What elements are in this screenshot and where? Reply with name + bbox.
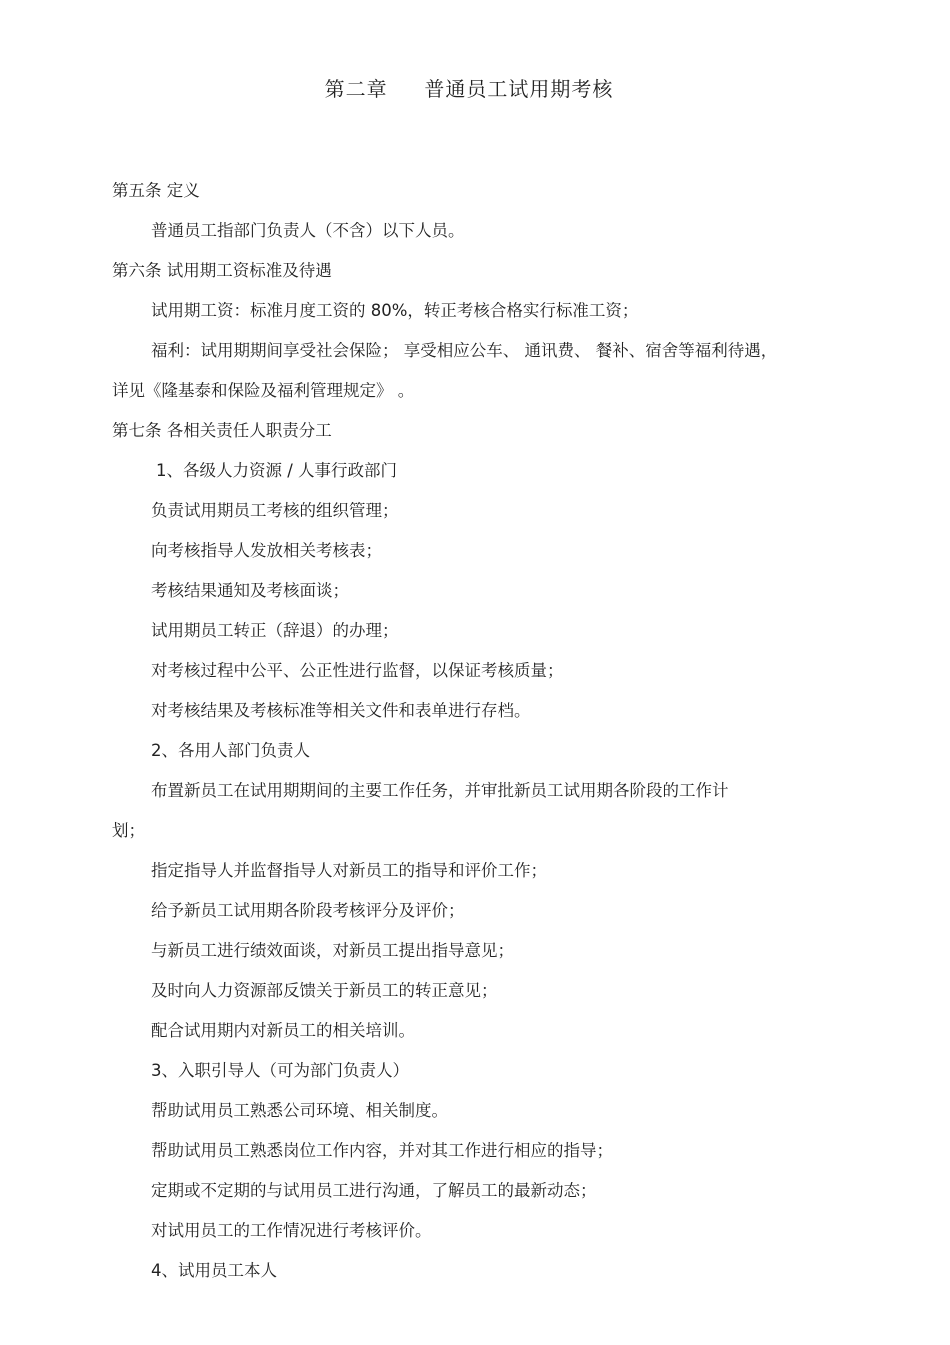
paragraph: 试用期工资：标准月度工资的 80%，转正考核合格实行标准工资；: [151, 301, 639, 320]
list-item: 向考核指导人发放相关考核表；: [151, 541, 382, 560]
section-heading: 2、各用人部门负责人: [151, 741, 310, 760]
list-item: 指定指导人并监督指导人对新员工的指导和评价工作；: [151, 861, 547, 880]
article-7-heading: 第七条 各相关责任人职责分工: [112, 421, 332, 440]
chapter-title: 第二章 普通员工试用期考核: [324, 77, 614, 101]
section-heading: 3、入职引导人（可为部门负责人）: [151, 1061, 409, 1080]
list-item: 定期或不定期的与试用员工进行沟通，了解员工的最新动态；: [151, 1181, 597, 1200]
list-item: 配合试用期内对新员工的相关培训。: [151, 1021, 415, 1040]
article-6-heading: 第六条 试用期工资标准及待遇: [112, 261, 332, 280]
section-heading: 4、试用员工本人: [151, 1261, 277, 1280]
list-item: 考核结果通知及考核面谈；: [151, 581, 349, 600]
list-item: 对试用员工的工作情况进行考核评价。: [151, 1221, 432, 1240]
list-item: 负责试用期员工考核的组织管理；: [151, 501, 399, 520]
paragraph-continuation: 详见《隆基泰和保险及福利管理规定》 。: [112, 381, 415, 400]
list-item-continuation: 划；: [112, 821, 145, 840]
article-5-heading: 第五条 定义: [112, 181, 200, 200]
list-item: 帮助试用员工熟悉岗位工作内容，并对其工作进行相应的指导；: [151, 1141, 613, 1160]
paragraph: 普通员工指部门负责人（不含）以下人员。: [151, 221, 465, 240]
list-item: 帮助试用员工熟悉公司环境、相关制度。: [151, 1101, 448, 1120]
list-item: 对考核结果及考核标准等相关文件和表单进行存档。: [151, 701, 531, 720]
list-item: 对考核过程中公平、公正性进行监督，以保证考核质量；: [151, 661, 564, 680]
list-item: 给予新员工试用期各阶段考核评分及评价；: [151, 901, 465, 920]
list-item: 与新员工进行绩效面谈，对新员工提出指导意见；: [151, 941, 514, 960]
section-heading: 1、各级人力资源 / 人事行政部门: [156, 461, 398, 480]
list-item: 试用期员工转正（辞退）的办理；: [151, 621, 399, 640]
list-item: 及时向人力资源部反馈关于新员工的转正意见；: [151, 981, 498, 1000]
paragraph: 福利：试用期期间享受社会保险； 享受相应公车、 通讯费、 餐补、宿舍等福利待遇，: [151, 341, 778, 360]
list-item: 布置新员工在试用期期间的主要工作任务，并审批新员工试用期各阶段的工作计: [151, 781, 729, 800]
